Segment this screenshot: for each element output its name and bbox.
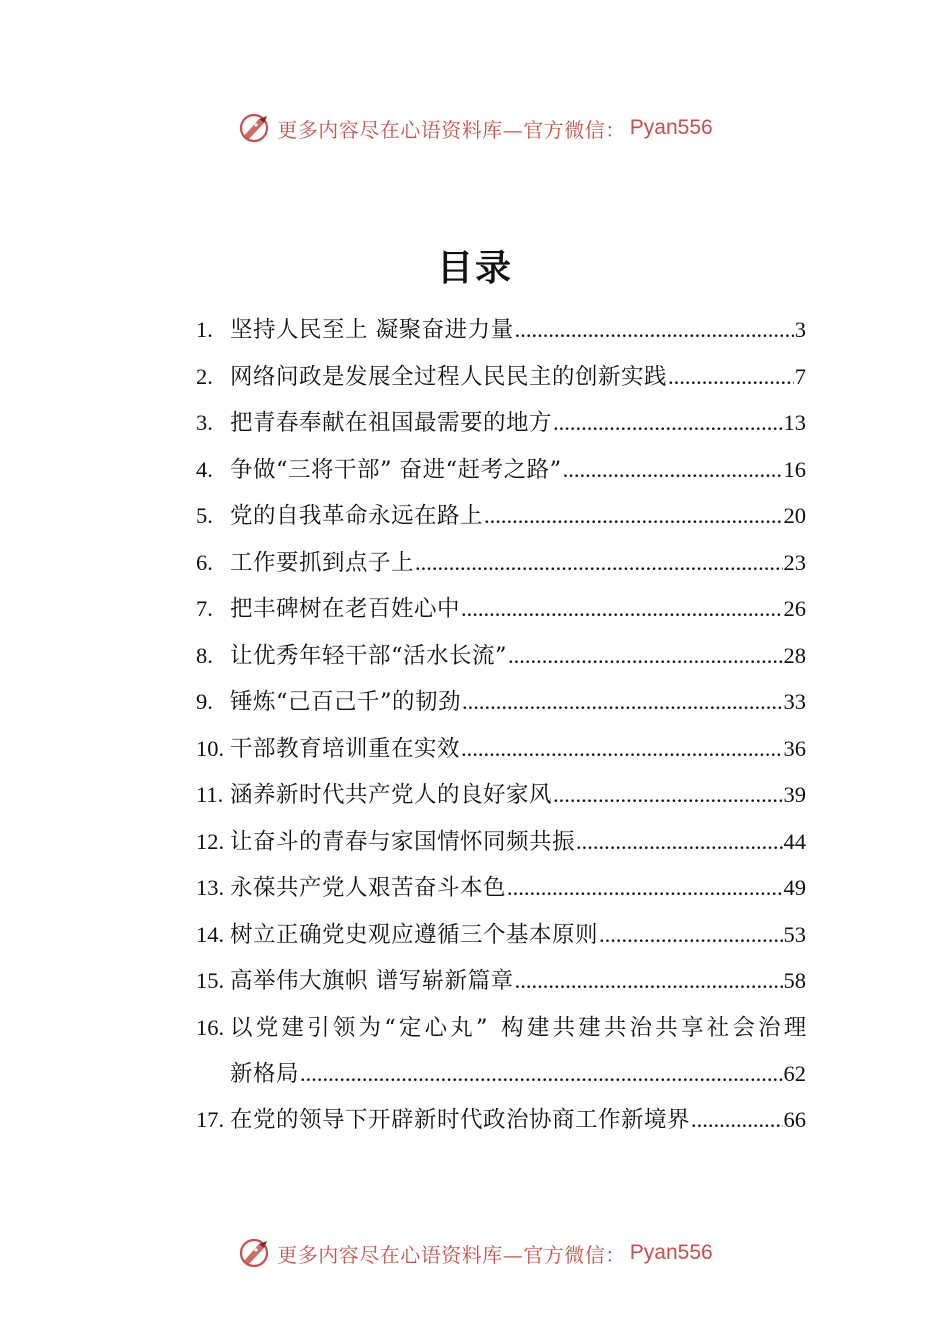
toc-title: 让优秀年轻干部“活水长流”	[230, 642, 508, 669]
toc-page-number: 26	[783, 596, 806, 621]
toc-entry-15[interactable]	[196, 958, 806, 1005]
toc-title: 工作要抓到点子上	[230, 549, 415, 576]
toc-number: 17.	[196, 1107, 225, 1132]
toc-number: 12.	[196, 828, 225, 854]
toc-leader-dots	[576, 819, 782, 866]
toc-title: 在党的领导下开辟新时代政治协商工作新境界	[230, 1107, 691, 1133]
page-title: 目录	[436, 247, 513, 289]
toc-page-number: 62	[783, 1060, 806, 1086]
toc-entry-6[interactable]	[196, 540, 806, 587]
toc-entry-13[interactable]	[196, 865, 806, 912]
toc-entry-2[interactable]	[196, 354, 806, 401]
toc-title: 网络问政是发展全过程人民民主的创新实践	[230, 363, 668, 390]
toc-entry-16-continued[interactable]	[196, 1051, 806, 1098]
pen-nib-logo-icon	[237, 111, 271, 145]
toc-leader-dots	[484, 493, 782, 540]
toc-leader-dots	[563, 447, 783, 494]
toc-number: 3.	[196, 410, 213, 435]
toc-number: 16.	[196, 1014, 225, 1040]
toc-title: 涵养新时代共产党人的良好家风	[230, 782, 553, 808]
toc-entry-16[interactable]	[196, 1005, 810, 1051]
toc-number: 6.	[196, 549, 213, 575]
toc-leader-dots	[668, 354, 794, 401]
toc-entry-12[interactable]	[196, 819, 806, 866]
toc-page-number: 23	[783, 549, 806, 575]
toc-leader-dots	[508, 633, 782, 680]
toc-entry-5[interactable]	[196, 493, 806, 540]
toc-number: 8.	[196, 642, 213, 668]
toc-title: 树立正确党史观应遵循三个基本原则	[230, 921, 599, 948]
toc-page-number: 49	[783, 875, 806, 900]
toc-title: 永葆共产党人艰苦奋斗本色	[230, 875, 507, 901]
toc-leader-dots	[300, 1051, 782, 1098]
header-banner-text: 更多内容尽在心语资料库—官方微信：	[277, 117, 626, 142]
toc-number: 7.	[196, 596, 213, 621]
toc-entry-7[interactable]	[196, 586, 806, 633]
toc-number: 4.	[196, 456, 213, 482]
toc-number: 13.	[196, 875, 225, 900]
toc-number: 1.	[196, 317, 213, 342]
toc-entry-17[interactable]	[196, 1097, 806, 1144]
toc-number: 14.	[196, 921, 225, 947]
toc-entry-3[interactable]	[196, 400, 806, 447]
toc-page-number: 20	[783, 503, 806, 528]
toc-page-number: 33	[783, 689, 806, 714]
toc-title: 把青春奉献在祖国最需要的地方	[230, 410, 553, 436]
toc-entry-10[interactable]	[196, 726, 806, 773]
toc-leader-dots	[507, 865, 782, 912]
toc-number: 5.	[196, 503, 213, 528]
toc-leader-dots	[599, 912, 782, 959]
toc-page-number: 13	[783, 410, 806, 435]
footer-watermark-banner	[0, 1233, 950, 1273]
toc-title: 坚持人民至上 凝聚奋进力量	[230, 317, 514, 343]
toc-page-number: 36	[783, 735, 806, 761]
toc-entry-11[interactable]	[196, 772, 806, 819]
toc-leader-dots	[553, 772, 782, 819]
header-watermark-banner	[0, 108, 950, 148]
toc-entry-9[interactable]	[196, 679, 806, 726]
toc-entry-14[interactable]	[196, 912, 806, 959]
toc-leader-dots	[515, 307, 794, 354]
toc-leader-dots	[415, 540, 782, 587]
toc-entry-1[interactable]	[196, 307, 806, 354]
toc-page-number: 28	[783, 642, 806, 668]
pen-nib-logo-icon	[237, 1236, 271, 1270]
toc-page-number: 7	[794, 363, 806, 389]
toc-page-number: 58	[783, 968, 806, 993]
toc-leader-dots	[515, 958, 783, 1005]
toc-page-number: 53	[783, 921, 806, 947]
toc-leader-dots	[461, 586, 782, 633]
toc-page-number: 44	[783, 828, 806, 854]
toc-title: 争做“三将干部” 奋进“赶考之路”	[230, 456, 562, 483]
toc-entry-8[interactable]	[196, 633, 806, 680]
toc-page-number: 3	[794, 317, 806, 342]
toc-number: 9.	[196, 689, 213, 714]
toc-page-number: 16	[783, 456, 806, 482]
table-of-contents	[196, 307, 810, 1144]
toc-leader-dots	[462, 679, 782, 726]
toc-title: 锤炼“己百己千”的韧劲	[230, 689, 462, 715]
toc-leader-dots	[691, 1097, 782, 1144]
toc-title: 干部教育培训重在实效	[230, 735, 461, 762]
toc-title-line-1: 以党建引领为“定心丸” 构建共建共治共享社会治理	[230, 1014, 810, 1041]
footer-banner-text: 更多内容尽在心语资料库—官方微信：	[277, 1242, 626, 1267]
toc-page-number: 39	[783, 782, 806, 807]
toc-title: 让奋斗的青春与家国情怀同频共振	[230, 828, 576, 855]
toc-entry-4[interactable]	[196, 447, 806, 494]
toc-number: 15.	[196, 968, 225, 993]
toc-title: 党的自我革命永远在路上	[230, 503, 484, 529]
toc-title-line-2: 新格局	[230, 1060, 300, 1087]
toc-title: 把丰碑树在老百姓心中	[230, 596, 461, 622]
toc-number: 11.	[196, 782, 224, 807]
footer-wechat-id: Pyan556	[629, 1241, 713, 1264]
header-wechat-id: Pyan556	[629, 116, 713, 139]
toc-page-number: 66	[783, 1107, 806, 1132]
toc-number: 2.	[196, 363, 213, 389]
toc-number: 10.	[196, 735, 225, 761]
toc-leader-dots	[553, 400, 782, 447]
toc-leader-dots	[461, 726, 782, 773]
toc-title: 高举伟大旗帜 谱写崭新篇章	[230, 968, 514, 994]
